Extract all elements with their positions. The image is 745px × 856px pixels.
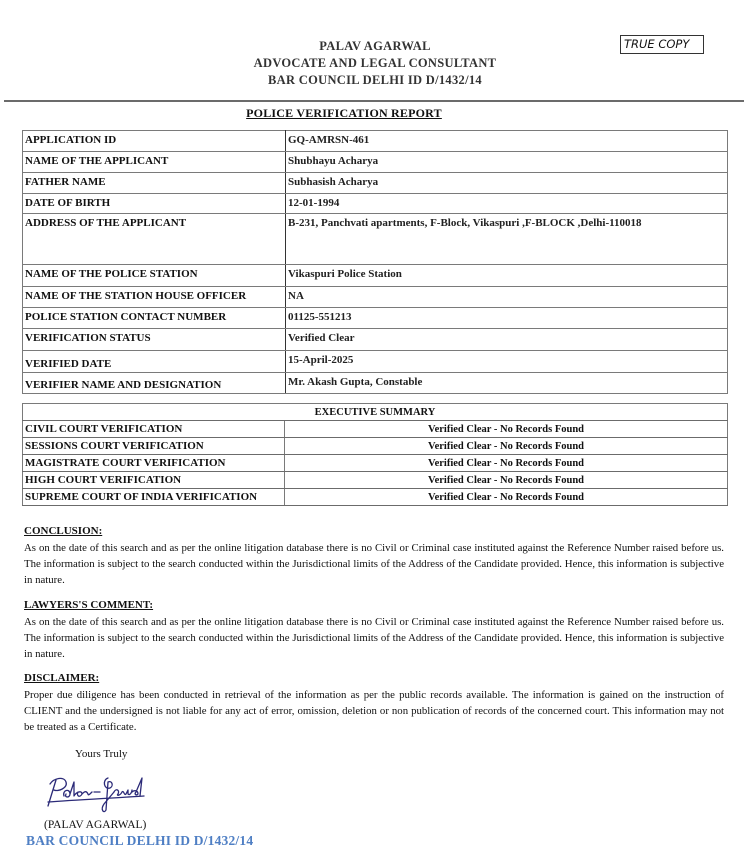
verification-status-value: Verified Clear: [286, 329, 728, 351]
advocate-title: ADVOCATE AND LEGAL CONSULTANT: [253, 56, 497, 70]
high-court-status: Verified Clear - No Records Found: [285, 472, 728, 489]
row-label: HIGH COURT VERIFICATION: [23, 472, 285, 489]
dob-value: 12-01-1994: [286, 194, 728, 214]
lawyers-comment-text: As on the date of this search and as per the online litigation database there is no Civil or Criminal case instituted against the Reference Number raised before us. The information is subject to the search conducted within the Jurisdictional limits of the Address of the Candidate provided. Hence, this information is subjective in nature.: [24, 616, 724, 660]
row-label: MAGISTRATE COURT VERIFICATION: [23, 455, 285, 472]
verifier-value: Mr. Akash Gupta, Constable: [286, 373, 728, 394]
magistrate-court-status: Verified Clear - No Records Found: [285, 455, 728, 472]
footer-bar-council-id: BAR COUNCIL DELHI ID D/1432/14: [26, 833, 254, 848]
row-label: VERIFIED DATE: [23, 351, 286, 373]
verified-date-value: 15-April-2025: [286, 351, 728, 373]
row-label: NAME OF THE STATION HOUSE OFFICER: [23, 287, 286, 308]
row-label: POLICE STATION CONTACT NUMBER: [23, 308, 286, 329]
table-row: [23, 351, 728, 373]
row-label: NAME OF THE POLICE STATION: [23, 265, 286, 287]
row-label: FATHER NAME: [23, 173, 286, 194]
row-label: NAME OF THE APPLICANT: [23, 152, 286, 173]
table-row: [23, 287, 728, 308]
closing-salutation: Yours Truly: [75, 748, 128, 760]
sho-name-value: NA: [286, 287, 728, 308]
row-label: CIVIL COURT VERIFICATION: [23, 421, 285, 438]
table-row: [23, 152, 728, 173]
table-row: [23, 373, 728, 394]
conclusion-heading: CONCLUSION:: [24, 525, 103, 537]
row-label: VERIFIER NAME AND DESIGNATION: [23, 373, 286, 394]
conclusion-section: [24, 524, 724, 588]
advocate-name: PALAV AGARWAL: [319, 39, 431, 53]
contact-number-value: 01125-551213: [286, 308, 728, 329]
header-divider: [4, 100, 744, 102]
table-row: [23, 308, 728, 329]
disclaimer-heading: DISCLAIMER:: [24, 672, 100, 684]
lawyers-comment-section: [24, 598, 724, 662]
table-row: [23, 472, 728, 489]
sessions-court-status: Verified Clear - No Records Found: [285, 438, 728, 455]
application-id-value: GQ-AMRSN-461: [286, 131, 728, 152]
table-row: [23, 265, 728, 287]
disclaimer-text: Proper due diligence has been conducted in retrieval of the information as per the public records available. The information is gained on the instruction of CLIENT and the undersigned is not liable for any act of error, omission, deletion or non publication of records of the concerned court. This information may not be treated as a Certificate.: [24, 689, 724, 733]
row-label: VERIFICATION STATUS: [23, 329, 286, 351]
address-value: B-231, Panchvati apartments, F-Block, Vikaspuri ,F-BLOCK ,Delhi-110018: [286, 214, 728, 265]
applicant-name-value: Shubhayu Acharya: [286, 152, 728, 173]
row-label: APPLICATION ID: [23, 131, 286, 152]
row-label: SESSIONS COURT VERIFICATION: [23, 438, 285, 455]
table-row: [23, 489, 728, 506]
signature-icon: [44, 770, 154, 820]
police-station-value: Vikaspuri Police Station: [286, 265, 728, 287]
summary-heading: EXECUTIVE SUMMARY: [23, 404, 728, 421]
row-label: ADDRESS OF THE APPLICANT: [23, 214, 286, 265]
table-row: [23, 131, 728, 152]
table-row: [23, 438, 728, 455]
table-row: [23, 455, 728, 472]
father-name-value: Subhasish Acharya: [286, 173, 728, 194]
table-row: [23, 214, 728, 265]
summary-header-row: [23, 404, 728, 421]
table-row: [23, 329, 728, 351]
true-copy-stamp: TRUE COPY: [620, 35, 704, 54]
table-row: [23, 173, 728, 194]
disclaimer-section: [24, 671, 724, 735]
bar-council-id: BAR COUNCIL DELHI ID D/1432/14: [268, 73, 482, 87]
signer-name: (PALAV AGARWAL): [44, 819, 147, 831]
conclusion-text: As on the date of this search and as per the online litigation database there is no Civil or Criminal case instituted against the Reference Number raised before us. The information is subject to the search conducted within the Jurisdictional limits of the Address of the Candidate provided. Hence, this information is subjective in nature.: [24, 542, 724, 586]
lawyers-comment-heading: LAWYERS'S COMMENT:: [24, 599, 154, 611]
table-row: [23, 421, 728, 438]
executive-summary-table: [22, 403, 728, 506]
report-title: POLICE VERIFICATION REPORT: [246, 106, 442, 120]
supreme-court-status: Verified Clear - No Records Found: [285, 489, 728, 506]
row-label: SUPREME COURT OF INDIA VERIFICATION: [23, 489, 285, 506]
row-label: DATE OF BIRTH: [23, 194, 286, 214]
applicant-details-table: [22, 130, 728, 394]
table-row: [23, 194, 728, 214]
civil-court-status: Verified Clear - No Records Found: [285, 421, 728, 438]
